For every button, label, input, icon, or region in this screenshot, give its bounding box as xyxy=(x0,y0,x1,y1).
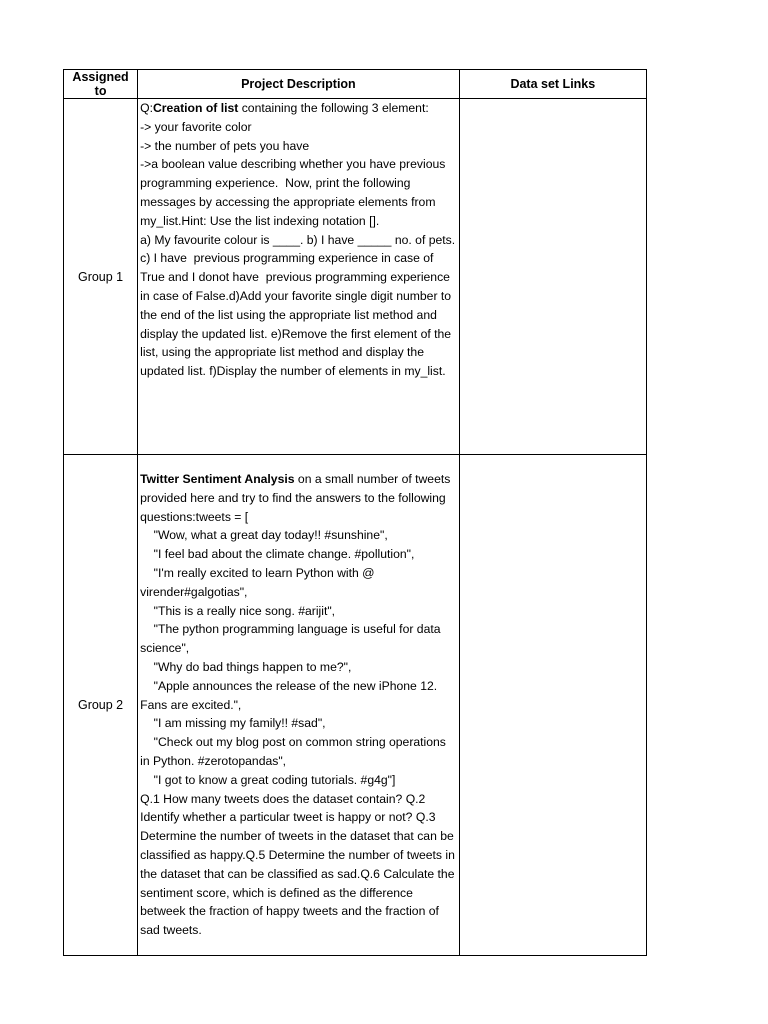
description-title: Twitter Sentiment Analysis xyxy=(140,472,295,486)
header-data-set-links: Data set Links xyxy=(459,70,646,99)
description-title: Creation of list xyxy=(153,101,239,115)
header-assigned-to: Assigned to xyxy=(64,70,138,99)
data-set-link-cell[interactable] xyxy=(459,99,646,455)
table-row xyxy=(64,99,647,455)
header-project-description: Project Description xyxy=(138,70,460,99)
data-set-link-cell[interactable] xyxy=(459,455,646,956)
assigned-group-cell: Group 2 xyxy=(64,455,138,956)
description-body: containing the following 3 element: -> your favorite color -> the number of pets you have ->a boolean value describing whether you have previous programming experience. Now, print the following messages by accessing the appropriate elements from my_list.Hint: Use the list indexing notation []. a) My favourite colour is ____. b) I have _____ no. of pets. c) I have previous programming experience in case of True and I donot have previous programming experience in case of False.d)Add your favorite single digit number to the end of the list using the appropriate list method and display the updated list. e)Remove the first element of the list, using the appropriate list method and display the updated list. f)Display the number of elements in my_list. xyxy=(140,101,456,379)
description-body: on a small number of tweets provided here and try to find the answers to the following questions:tweets = [ "Wow, what a great day today!! #sunshine", "I feel bad about the climate change. #pollution", "I'm really excited to learn Python with @ virender#galgotias", "This is a really nice song. #arijit", "The python programming language is useful for data science", "Why do bad things happen to me?", "Apple announces the release of the new iPhone 12. Fans are excited.", "I am missing my family!! #sad", "Check out my blog post on common string operations in Python. #zerotopandas", "I got to know a great coding tutorials. #g4g"] Q.1 How many tweets does the dataset contain? Q.2 Identify whether a particular tweet is happy or not? Q.3 Determine the number of tweets in the dataset that can be classified as happy.Q.5 Determine the number of tweets in the dataset that can be classified as sad.Q.6 Calculate the sentiment score, which is defined as the difference betweek the fraction of happy tweets and the fraction of sad tweets. xyxy=(140,472,455,938)
project-description-cell xyxy=(138,455,460,956)
table-row xyxy=(64,455,647,956)
description-prefix: Q: xyxy=(140,101,153,115)
assigned-group-cell: Group 1 xyxy=(64,99,138,455)
header-row xyxy=(64,70,647,99)
project-description-cell xyxy=(138,99,460,455)
project-table xyxy=(63,69,647,956)
